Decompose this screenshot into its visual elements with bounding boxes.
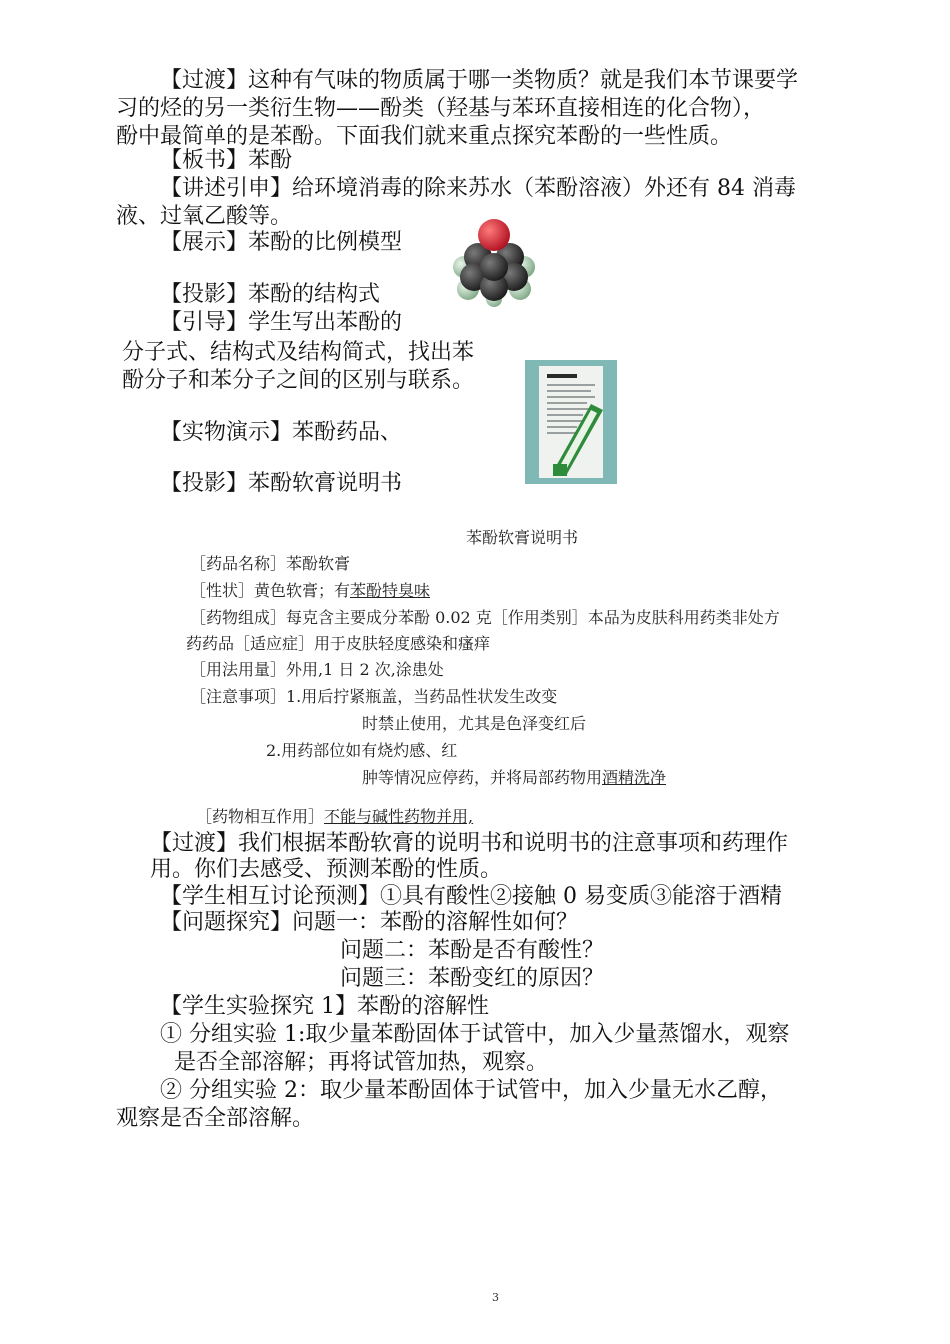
guide-line-2: 分子式、结构式及结构简式，找出苯 bbox=[122, 340, 475, 365]
projection-structure: 【投影】苯酚的结构式 bbox=[160, 282, 381, 307]
projection-manual: 【投影】苯酚软膏说明书 bbox=[160, 471, 403, 496]
manual-properties: ［性状］黄色软膏；有苯酚特臭味 bbox=[190, 581, 431, 600]
question-3: 问题三：苯酚变红的原因？ bbox=[340, 966, 605, 991]
manual-precaution-3: 2.用药部位如有烧灼感、红 bbox=[266, 741, 458, 760]
transition-line-3: 酚中最简单的是苯酚。下面我们就来重点探究苯酚的一些性质。 bbox=[116, 124, 733, 149]
transition-line-2: 习的烃的另一类衍生物——酚类（羟基与苯环直接相连的化合物）， bbox=[116, 96, 766, 121]
ointment-package-image bbox=[525, 360, 617, 484]
board-note: 【板书】苯酚 bbox=[160, 148, 293, 173]
guide-line-1: 【引导】学生写出苯酚的 bbox=[160, 310, 403, 335]
manual-indication: 药药品［适应症］用于皮肤轻度感染和瘙痒 bbox=[186, 634, 491, 653]
page-number: 3 bbox=[492, 1291, 499, 1304]
question-2: 问题二：苯酚是否有酸性？ bbox=[340, 938, 605, 963]
experiment-1-line-1: ① 分组实验 1:取少量苯酚固体于试管中，加入少量蒸馏水，观察 bbox=[160, 1022, 790, 1047]
question-1: 【问题探究】问题一：苯酚的溶解性如何？ bbox=[160, 910, 579, 935]
manual-precaution-4: 肿等情况应停药，并将局部药物用酒精洗净 bbox=[362, 768, 667, 787]
display-model: 【展示】苯酚的比例模型 bbox=[160, 230, 403, 255]
real-demo: 【实物演示】苯酚药品、 bbox=[160, 420, 403, 445]
guide-line-3: 酚分子和苯分子之间的区别与联系。 bbox=[122, 368, 475, 393]
lecture-line-2: 液、过氧乙酸等。 bbox=[116, 204, 293, 229]
experiment-2-line-2: 观察是否全部溶解。 bbox=[116, 1106, 315, 1131]
experiment-2-line-1: ② 分组实验 2：取少量苯酚固体于试管中，加入少量无水乙醇， bbox=[160, 1078, 782, 1103]
phenol-model-image bbox=[448, 215, 540, 307]
transition-line-1: 【过渡】这种有气味的物质属于哪一类物质？就是我们本节课要学 bbox=[160, 68, 799, 93]
manual-usage: ［用法用量］外用,1 日 2 次,涂患处 bbox=[190, 660, 444, 679]
manual-title: 苯酚软膏说明书 bbox=[466, 528, 579, 547]
manual-drug-name: ［药品名称］苯酚软膏 bbox=[190, 554, 351, 573]
manual-composition: ［药物组成］每克含主要成分苯酚 0.02 克［作用类别］本品为皮肤科用药类非处方 bbox=[190, 608, 780, 627]
experiment-title: 【学生实验探究 1】苯酚的溶解性 bbox=[160, 994, 489, 1019]
transition2-line-2: 用。你们去感受、预测苯酚的性质。 bbox=[150, 857, 503, 882]
manual-interaction: ［药物相互作用］不能与碱性药物并用, bbox=[196, 807, 474, 826]
transition2-line-1: 【过渡】我们根据苯酚软膏的说明书和说明书的注意事项和药理作 bbox=[150, 831, 789, 856]
experiment-1-line-2: 是否全部溶解；再将试管加热，观察。 bbox=[174, 1050, 549, 1075]
manual-precaution-1: ［注意事项］1.用后拧紧瓶盖，当药品性状发生改变 bbox=[190, 687, 558, 706]
student-discussion: 【学生相互讨论预测】①具有酸性②接触 0 易变质③能溶于酒精 bbox=[160, 884, 782, 909]
manual-precaution-2: 时禁止使用，尤其是色泽变红后 bbox=[362, 714, 587, 733]
lecture-line-1: 【讲述引申】给环境消毒的除来苏水（苯酚溶液）外还有 84 消毒 bbox=[160, 176, 796, 201]
